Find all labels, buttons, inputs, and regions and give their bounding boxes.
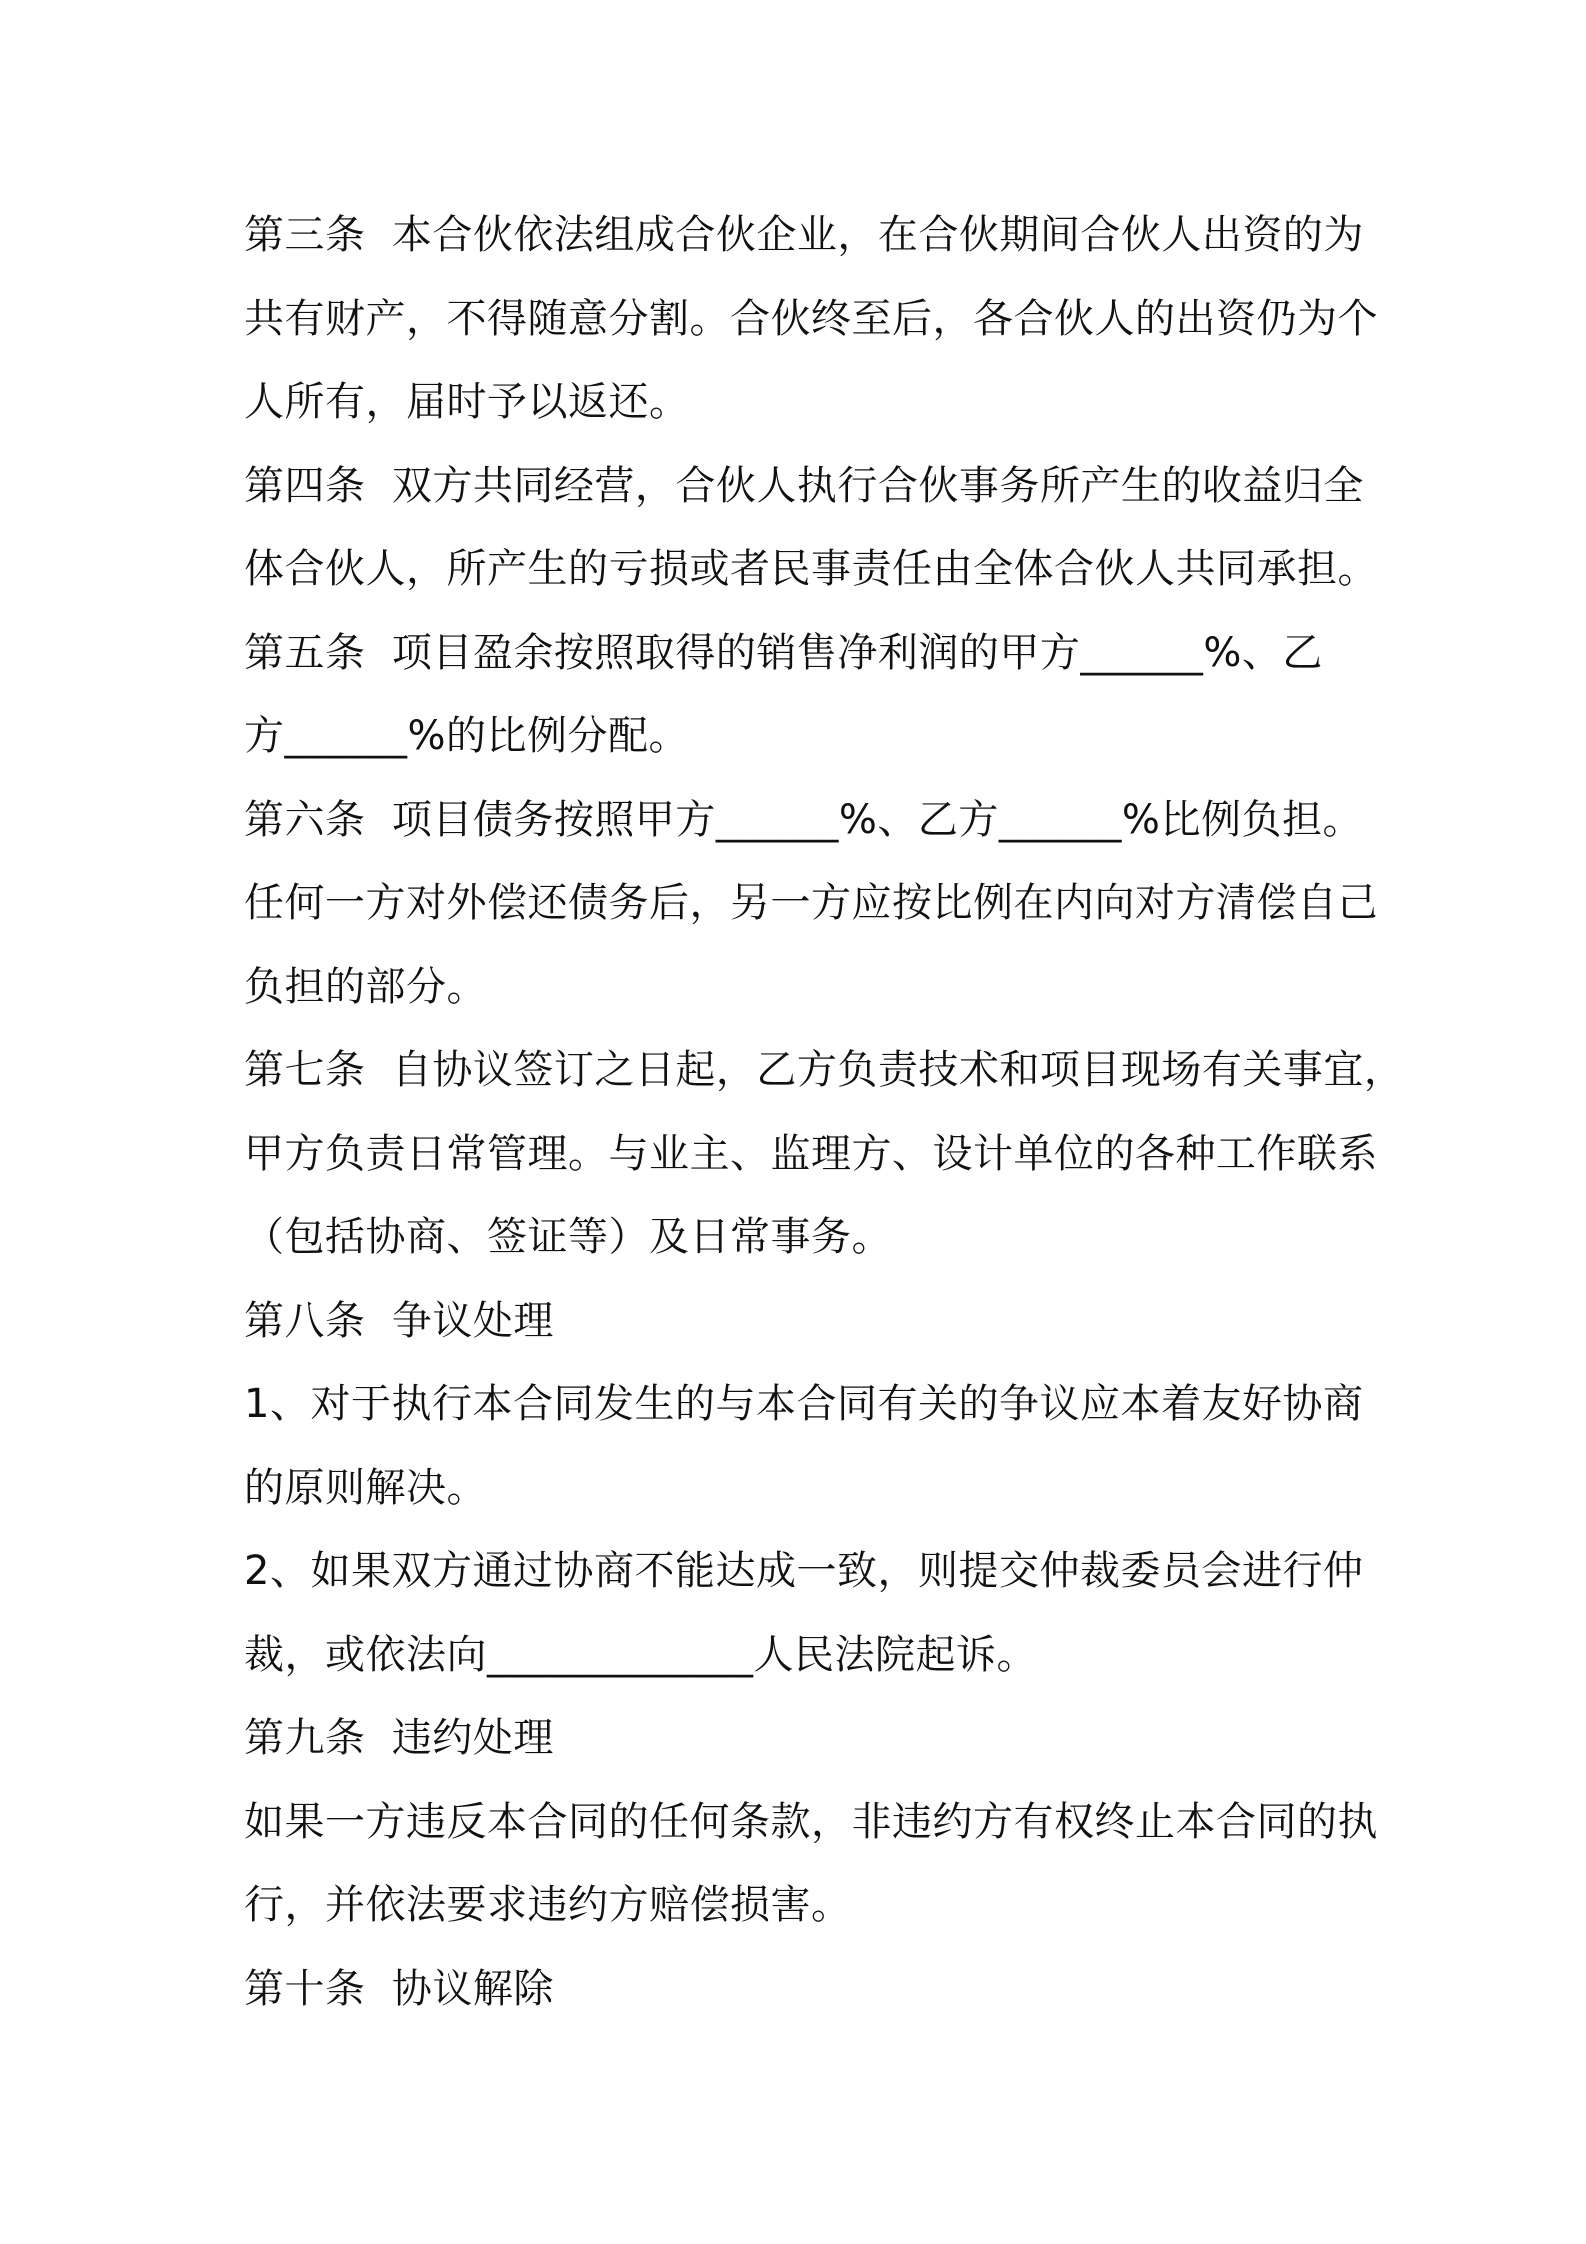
text-line: 裁，或依法向_____________人民法院起诉。 [244,1631,1037,1678]
text-line: 行，并依法要求违约方赔偿损害。 [244,1882,852,1928]
text-line: 第八条 争议处理 [244,1297,554,1344]
text-line: 第七条 自协议签订之日起，乙方负责技术和项目现场有关事宜， [244,1047,1405,1093]
text-line: 甲方负责日常管理。与业主、监理方、设计单位的各种工作联系 [244,1130,1378,1177]
text-line: 2、如果双方通过协商不能达成一致，则提交仲裁委员会进行仲 [244,1548,1364,1594]
text-line: 第四条 双方共同经营，合伙人执行合伙事务所产生的收益归全 [244,462,1364,509]
text-line: （包括协商、签证等）及日常事务。 [244,1214,892,1260]
text-line: 的原则解决。 [244,1464,487,1511]
text-line: 如果一方违反本合同的任何条款，非违约方有权终止本合同的执 [244,1798,1378,1845]
text-line: 第九条 违约处理 [244,1715,554,1761]
text-line: 负担的部分。 [244,963,487,1010]
text-line: 体合伙人，所产生的亏损或者民事责任由全体合伙人共同承担。 [244,546,1378,592]
text-line: 第三条 本合伙依法组成合伙企业，在合伙期间合伙人出资的为 [244,212,1364,258]
text-line: 任何一方对外偿还债务后，另一方应按比例在内向对方清偿自己 [244,880,1378,926]
text-line: 第十条 协议解除 [244,1965,554,2012]
text-line: 第五条 项目盈余按照取得的销售净利润的甲方______%、乙 [244,629,1323,676]
text-line: 方______%的比例分配。 [244,713,690,759]
text-line: 共有财产，不得随意分割。合伙终至后，各合伙人的出资仍为个 [244,295,1378,342]
document-body [244,194,1405,2031]
text-line: 人所有，届时予以返还。 [244,379,690,425]
text-line: 第六条 项目债务按照甲方______%、乙方______%比例负担。 [244,796,1363,843]
text-line: 1、对于执行本合同发生的与本合同有关的争议应本着友好协商 [244,1381,1364,1427]
